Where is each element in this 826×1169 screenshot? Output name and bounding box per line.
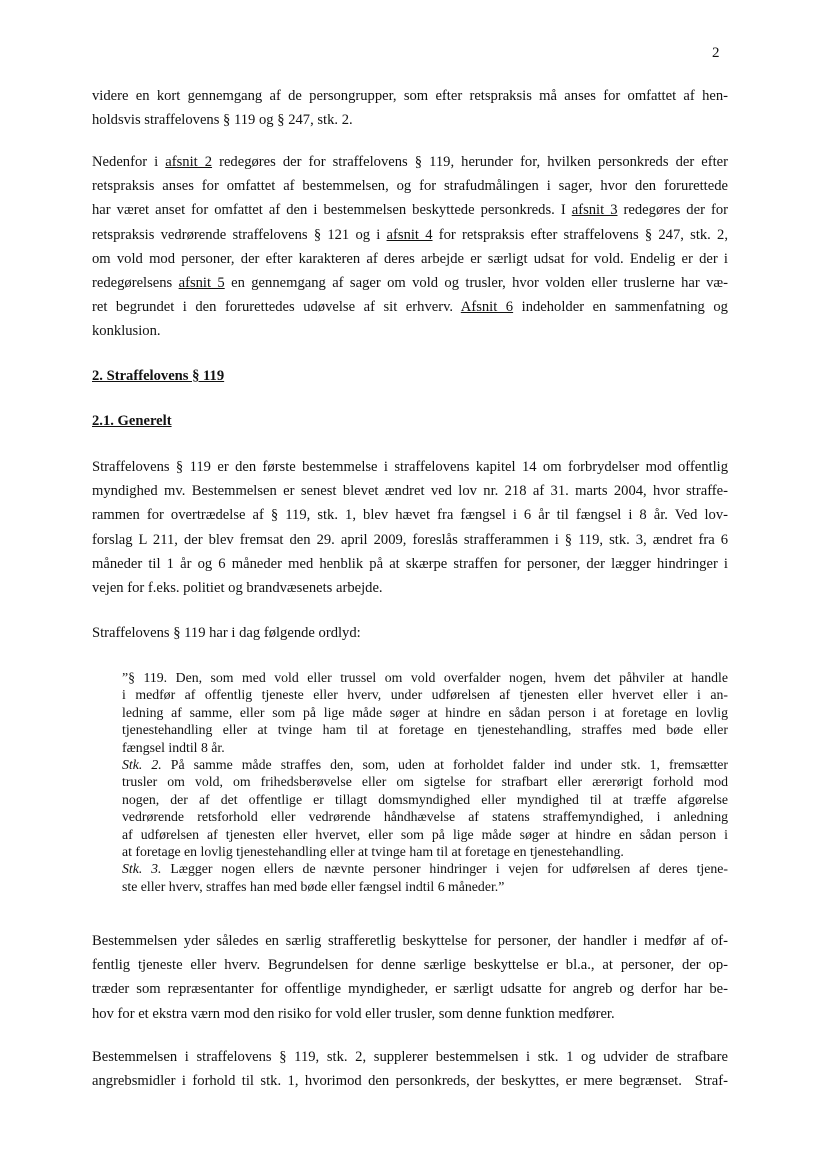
text-line (92, 409, 728, 433)
text-segment: at foretage en lovlig tjenestehandling eller at tvinge ham til at foretage en tjenestehandling. (122, 843, 624, 859)
heading-text: 2. Straffelovens § 119 (92, 368, 225, 384)
text-segment: ret begrundet i den forurettedes udøvelse af sit erhverv. (92, 299, 461, 316)
text-segment: ste eller hverv, straffes han med bøde eller fængsel indtil 6 måneder.” (122, 878, 505, 894)
text-line (92, 576, 728, 600)
text-line (122, 791, 728, 808)
text-line (92, 503, 728, 527)
paragraph (92, 1045, 728, 1093)
text-line (92, 198, 728, 222)
text-segment: På samme måde straffes den, som, uden at forholdet falder ind under stk. 1, fremsætter (161, 756, 728, 772)
text-segment: ”§ 119. Den, som med vold eller trussel om vold overfalder nogen, hvem det påhviler at handle (122, 670, 728, 685)
text-line (92, 1045, 728, 1069)
text-line (92, 455, 728, 479)
text-segment: redegørelsens (92, 274, 179, 291)
text-segment: om vold mod personer, der efter karakteren af deres arbejde er særligt udsat for vold. Endelig er der i (92, 250, 728, 267)
section-reference-link[interactable]: Afsnit 6 (460, 299, 514, 316)
text-line (92, 929, 728, 953)
text-segment: myndighed mv. Bestemmelsen er senest blevet ændret ved lov nr. 218 af 31. marts 2004, hvor straffe- (92, 483, 728, 500)
text-segment: Straffelovens § 119 har i dag følgende ordlyd: (92, 625, 361, 641)
section-reference-link[interactable]: afsnit 5 (178, 274, 225, 291)
text-line (122, 808, 728, 825)
text-line (122, 773, 728, 790)
text-line (92, 1069, 728, 1093)
text-segment: retspraksis vedrørende straffelovens § 121 og i (92, 226, 387, 243)
section-reference-link[interactable]: afsnit 4 (386, 226, 433, 243)
text-line (122, 739, 728, 756)
text-segment: indeholder en sammenfatning og (513, 299, 728, 316)
text-segment: måneder til 1 år og 6 måneder med henblik på at skærpe straffen for personer, der lægger hindringer i (92, 555, 728, 572)
text-segment: Bestemmelsen i straffelovens § 119, stk. 2, supplerer bestemmelsen i stk. 1 og udvider de strafbare (92, 1049, 728, 1065)
text-line (92, 621, 728, 645)
text-segment: Lægger nogen ellers de nævnte personer hindringer i vejen for udførelsen af deres tjene- (161, 861, 728, 877)
text-segment: ledning af samme, eller som på lige måde søger at hindre en sådan person i at foretage en lovlig (122, 704, 728, 720)
text-segment: trusler om vold, om frihedsberøvelse eller om sigtelse for strafbart eller ærerørigt forhold mod (122, 774, 728, 790)
text-line (122, 721, 728, 738)
text-segment: Nedenfor i (92, 154, 166, 170)
text-segment: retspraksis anses for omfattet af bestemmelsen, og for strafudmålingen i sager, hvor den forurettede (92, 178, 728, 195)
paragraph (92, 455, 728, 600)
text-line (92, 150, 728, 174)
text-segment: Bestemmelsen yder således en særlig strafferetlig beskyttelse for personer, der handler i medfør af of- (92, 933, 728, 949)
paragraph (92, 621, 728, 645)
text-line (92, 174, 728, 198)
text-segment: tjenestehandling eller at tvinge ham til at foretage en tjenestehandling, straffes med bøde eller (122, 722, 728, 738)
text-segment: af udførelsen af tjenesten eller hvervet, eller som på lige måde søger at hindre en sådan person i (122, 826, 728, 842)
text-segment: fængsel indtil 8 år. (122, 739, 225, 755)
section-heading (92, 364, 728, 388)
page-number: 2 (712, 45, 720, 61)
text-line (92, 977, 728, 1001)
text-line (92, 479, 728, 503)
text-segment: en gennemgang af sager om vold og trusler, hvor volden eller truslerne har væ- (224, 274, 728, 291)
text-line (92, 953, 728, 977)
text-segment: forslag L 211, der blev fremsat den 29. april 2009, foreslås strafferammen i § 119, stk. 3, ændret fra 6 (92, 531, 728, 548)
text-line (122, 686, 728, 703)
text-segment: redegøres der for (617, 202, 728, 219)
text-segment: holdsvis straffelovens § 119 og § 247, stk. 2. (92, 112, 353, 129)
text-line (92, 108, 728, 132)
text-line (92, 319, 728, 343)
text-segment: Stk. 3. (122, 861, 162, 877)
text-segment: træder som repræsentanter for offentlige myndigheder, er særligt udsatte for angreb og derfor har be- (92, 981, 728, 998)
text-segment: videre en kort gennemgang af de persongrupper, som efter retspraksis må anses for omfattet af hen- (92, 88, 728, 104)
text-segment: Stk. 2. (122, 756, 162, 772)
text-segment: redegøres der for straffelovens § 119, herunder for, hvilken personkreds der efter (212, 154, 728, 170)
text-line (92, 84, 728, 108)
text-segment: angrebsmidler i forhold til stk. 1, hvorimod den personkreds, der beskyttes, er mere begrænset. Straf- (92, 1073, 728, 1090)
paragraph (92, 929, 728, 1026)
text-line (122, 878, 728, 895)
section-heading (92, 409, 728, 433)
text-segment: konklusion. (92, 323, 161, 340)
text-line (122, 704, 728, 721)
text-segment: for retspraksis efter straffelovens § 247, stk. 2, (432, 226, 728, 243)
text-line (122, 826, 728, 843)
text-segment: vejen for f.eks. politiet og brandvæsenets arbejde. (92, 579, 383, 596)
paragraph (92, 84, 728, 132)
text-line (92, 295, 728, 319)
text-segment: rammen for overtrædelse af § 119, stk. 1, blev hævet fra fængsel i 6 år til fængsel i 8 år. Ved lov- (92, 507, 728, 524)
text-line (92, 528, 728, 552)
text-segment: fentlig tjeneste eller hverv. Begrundelsen for denne særlige beskyttelse er bl.a., at personer, der op- (92, 957, 728, 974)
text-line (122, 756, 728, 773)
text-segment: hov for et ekstra værn mod den risiko for vold eller trusler, som denne funktion medfører. (92, 1005, 615, 1022)
text-segment: vedrørende retsforhold eller vedrørende håndhævelse af statens straffemyndighed, i anledning (122, 809, 728, 825)
text-line (92, 247, 728, 271)
text-line (92, 1002, 728, 1026)
paragraph (92, 150, 728, 344)
text-line (122, 843, 728, 860)
text-line (92, 223, 728, 247)
section-reference-link[interactable]: afsnit 2 (165, 154, 213, 170)
text-line (92, 271, 728, 295)
text-line (122, 860, 728, 877)
text-segment: Straffelovens § 119 er den første bestemmelse i straffelovens kapitel 14 om forbrydelser mod offentlig (92, 459, 728, 475)
text-line (92, 364, 728, 388)
text-segment: har været anset for omfattet af den i bestemmelsen beskyttede personkreds. I (92, 202, 572, 219)
heading-text: 2.1. Generelt (92, 413, 172, 429)
block-quote (122, 669, 728, 895)
text-segment: nogen, der af det offentlige er tillagt domsmyndighed eller myndighed til at træffe afgørelse (122, 791, 728, 807)
text-line (122, 669, 728, 686)
text-line (92, 552, 728, 576)
text-segment: i medfør af offentlig tjeneste eller hverv, under udførelsen af tjenesten eller hvervet eller i an- (122, 687, 728, 703)
section-reference-link[interactable]: afsnit 3 (571, 202, 618, 219)
